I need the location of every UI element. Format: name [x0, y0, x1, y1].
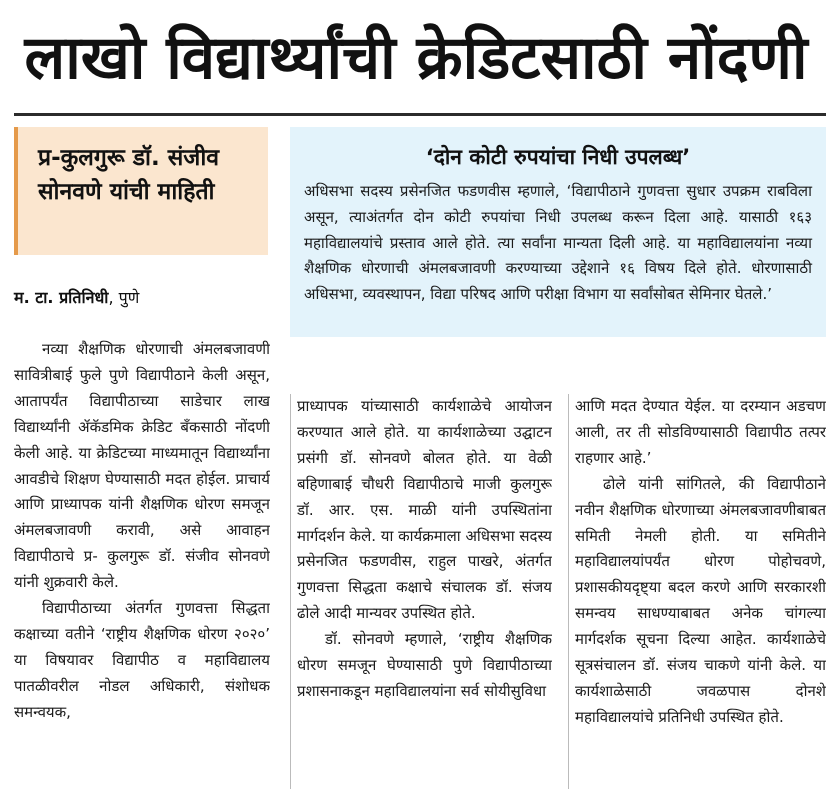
- sidebar-title: प्र-कुलगुरू डॉ. संजीव सोनवणे यांची माहिती: [38, 145, 220, 205]
- paragraph: विद्यापीठाच्या अंतर्गत गुणवत्ता सिद्धता कक्षाच्या वतीने ‘राष्ट्रीय शैक्षणिक धोरण २०२०’ या विषयावर विद्यापीठ व महाविद्यालय पातळीवरील नोडल अधिकारी, संशोधक समन्वयक,: [14, 599, 270, 721]
- article-column-1: [14, 337, 270, 789]
- article-column-3: [568, 394, 826, 789]
- byline: [14, 278, 268, 318]
- paragraph: ढोले यांनी सांगितले, की विद्यापीठाने नवीन शैक्षणिक धोरणाच्या अंमलबजावणीबाबत समिती नेमली होती. या समितीने महाविद्यालयांपर्यंत धोरण पोहोचवणे, प्रशासकीयदृष्ट्या बदल करणे आणि सरकारशी समन्वय साधण्याबाबत अनेक चांगल्या मार्गदर्शक सूचना दिल्या आहेत. कार्यशाळेचे सूत्रसंचालन डॉ. संजय चाकणे यांनी केले. या कार्यशाळेसाठी जवळपास दोनशे महाविद्यालयांचे प्रतिनिधी उपस्थित होते.: [575, 474, 826, 726]
- sidebar-box: [14, 127, 268, 255]
- byline-place: , पुणे: [108, 288, 140, 307]
- paragraph: डॉ. सोनवणे म्हणाले, ‘राष्ट्रीय शैक्षणिक धोरण समजून घेण्यासाठी पुणे विद्यापीठाच्या प्रशासनाकडून महाविद्यालयांना सर्व सोयीसुविधा: [297, 630, 552, 700]
- quote-title: ‘दोन कोटी रुपयांचा निधी उपलब्ध’: [425, 145, 691, 169]
- headline-rule: [14, 113, 826, 116]
- paragraph: नव्या शैक्षणिक धोरणाची अंमलबजावणी सावित्रीबाई फुले पुणे विद्यापीठाने केली असून, आतापर्यंत विद्यापीठाच्या साडेचार लाख विद्यार्थ्यांनी ॲकॅडमिक क्रेडिट बँकसाठी नोंदणी केली आहे. या क्रेडिटच्या माध्यमातून विद्यार्थ्यांना आवडीचे शिक्षण घेण्यासाठी मदत होईल. प्राचार्य आणि प्राध्यापक यांनी शैक्षणिक धोरण समजून अंमलबजावणी करावी, असे आवाहन विद्यापीठाचे प्र- कुलगुरू डॉ. संजीव सोनवणे यांनी शुक्रवारी केले.: [14, 340, 270, 592]
- article-column-2: [290, 394, 552, 789]
- byline-author: म. टा. प्रतिनिधी: [14, 288, 109, 307]
- paragraph: आणि मदत देण्यात येईल. या दरम्यान अडचण आली, तर ती सोडविण्यासाठी विद्यापीठ तत्पर राहणार आहे.’: [575, 397, 826, 467]
- paragraph: प्राध्यापक यांच्यासाठी कार्यशाळेचे आयोजन करण्यात आले होते. या कार्यशाळेच्या उद्घाटन प्रसंगी डॉ. सोनवणे बोलत होते. या वेळी बहिणाबाई चौधरी विद्यापीठाचे माजी कुलगुरू डॉ. आर. एस. माळी यांनी उपस्थितांना मार्गदर्शन केले. या कार्यक्रमाला अधिसभा सदस्य प्रसेनजित फडणवीस, राहुल पाखरे, अंतर्गत गुणवत्ता सिद्धता कक्षाचे संचालक डॉ. संजय ढोले आदी मान्यवर उपस्थित होते.: [297, 397, 552, 623]
- quote-box: [290, 127, 826, 337]
- headline: लाखो विद्यार्थ्यांची क्रेडिटसाठी नोंदणी: [24, 23, 808, 93]
- quote-body: अधिसभा सदस्य प्रसेनजित फडणवीस म्हणाले, ‘विद्यापीठाने गुणवत्ता सुधार उपक्रम राबविला असून, त्याअंतर्गत दोन कोटी रुपयांचा निधी उपलब्ध करून दिला आहे. यासाठी १६३ महाविद्यालयांचे प्रस्ताव आले होते. त्या सर्वांना मान्यता दिली आहे. या महाविद्यालयांना नव्या शैक्षणिक धोरणाची अंमलबजावणी करण्याच्या उद्देशाने १६ विषय दिले होते. धोरणासाठी अधिसभा, व्यवस्थापन, विद्या परिषद आणि परीक्षा विभाग या सर्वांसोबत सेमिनार घेतले.’: [304, 182, 812, 304]
